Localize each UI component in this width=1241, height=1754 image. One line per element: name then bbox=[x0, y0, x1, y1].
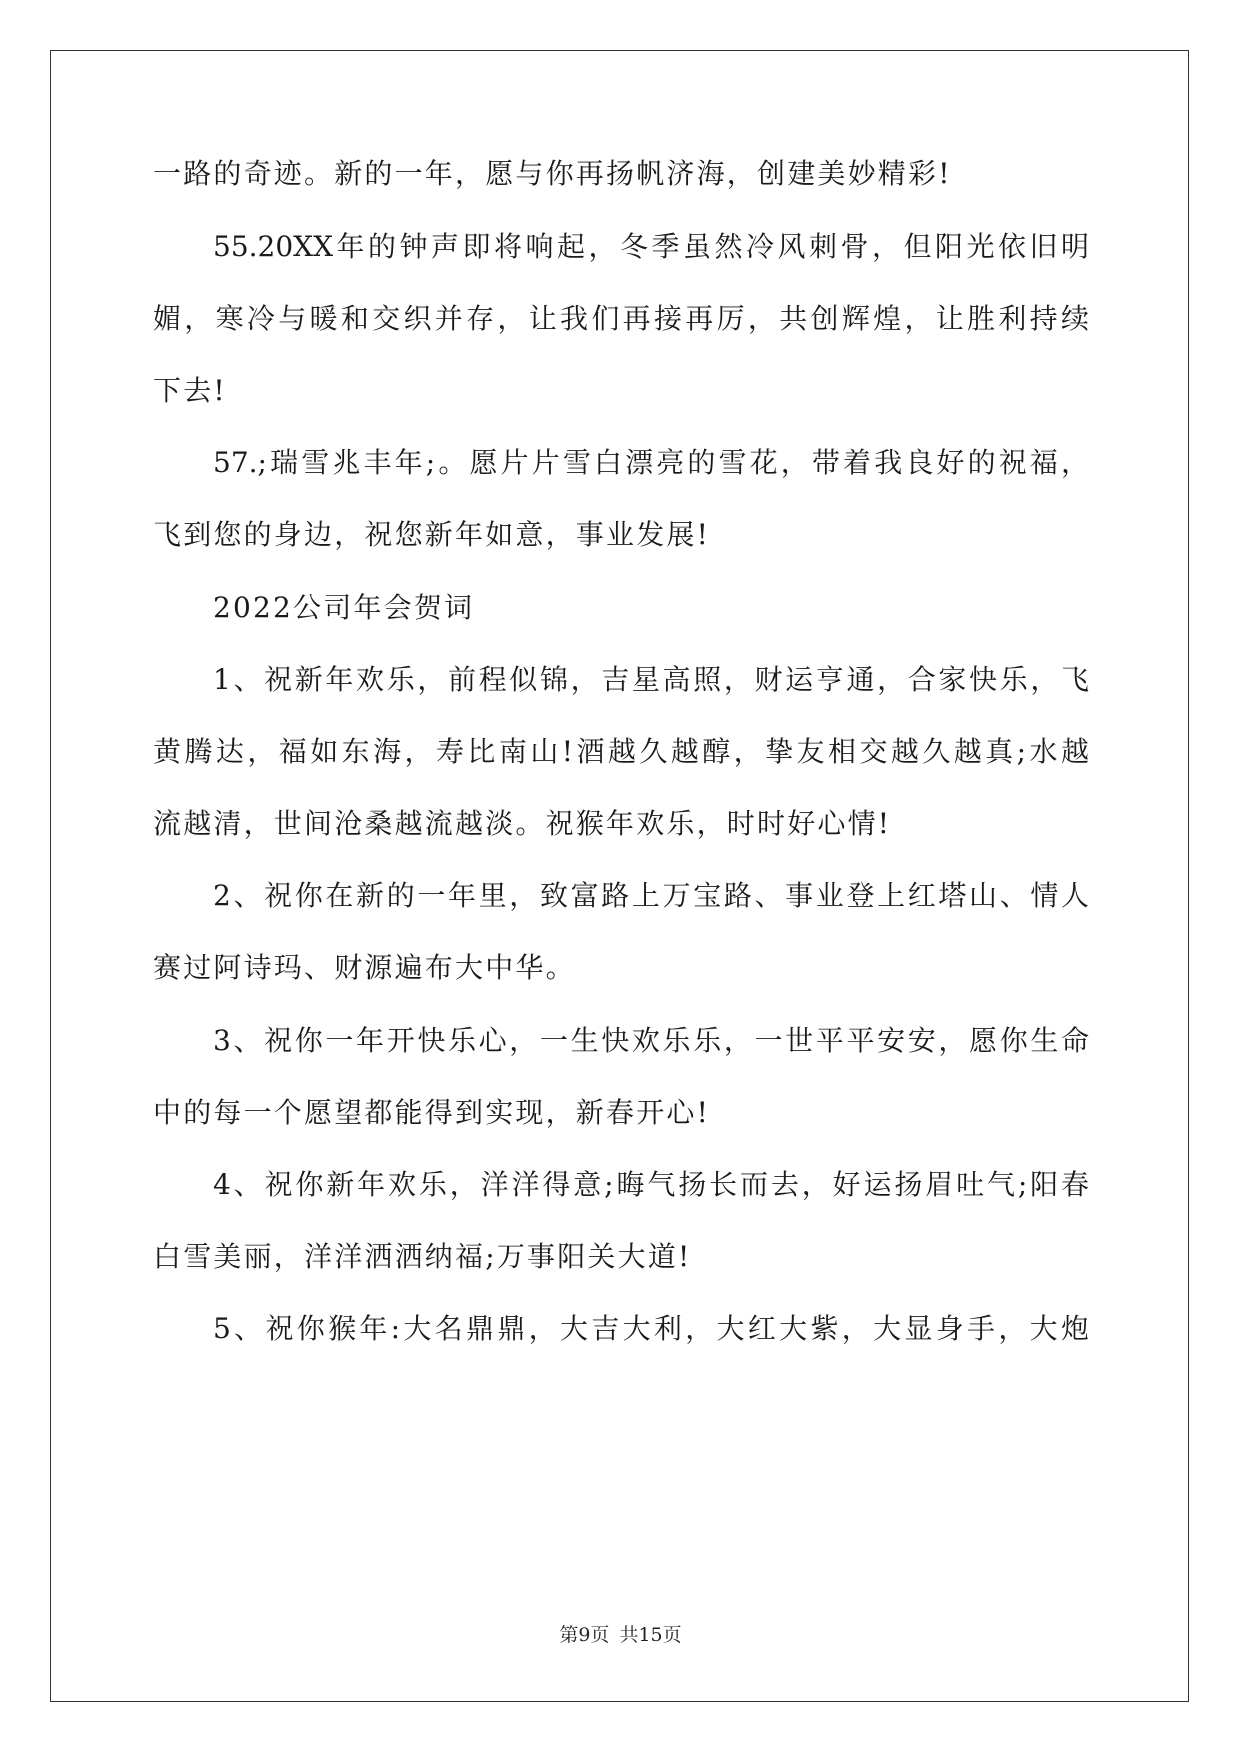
paragraph-57-line: 57.;瑞雪兆丰年;。愿片片雪白漂亮的雪花，带着我良好的祝福， bbox=[213, 446, 1089, 479]
text-line: 赛过阿诗玛、财源遍布大中华。 bbox=[153, 951, 576, 984]
list-item-2-line: 2、祝你在新的一年里，致富路上万宝路、事业登上红塔山、情人 bbox=[213, 879, 1089, 912]
list-item-3-line: 3、祝你一年开快乐心，一生快欢乐乐，一世平平安安，愿你生命 bbox=[213, 1024, 1089, 1057]
text-line: 黄腾达，福如东海，寿比南山!酒越久越醇，挚友相交越久越真;水越 bbox=[153, 735, 1089, 768]
text-line: 下去! bbox=[153, 374, 227, 407]
page-number: 第9页 bbox=[559, 1624, 610, 1646]
text-line: 一路的奇迹。新的一年，愿与你再扬帆济海，创建美妙精彩! bbox=[153, 157, 952, 190]
text-line: 飞到您的身边，祝您新年如意，事业发展! bbox=[153, 518, 711, 551]
section-heading: 2022公司年会贺词 bbox=[213, 591, 475, 624]
text-line: 流越清，世间沧桑越流越淡。祝猴年欢乐，时时好心情! bbox=[153, 807, 892, 840]
text-line: 中的每一个愿望都能得到实现，新春开心! bbox=[153, 1096, 711, 1129]
page-total: 共15页 bbox=[619, 1624, 682, 1646]
paragraph-55-line: 55.20XX年的钟声即将响起，冬季虽然冷风刺骨，但阳光依旧明 bbox=[213, 230, 1089, 263]
page-footer bbox=[0, 1623, 1241, 1647]
list-item-4-line: 4、祝你新年欢乐，洋洋得意;晦气扬长而去，好运扬眉吐气;阳春 bbox=[213, 1168, 1089, 1201]
list-item-1-line: 1、祝新年欢乐，前程似锦，吉星高照，财运亨通，合家快乐，飞 bbox=[213, 663, 1089, 696]
text-line: 媚，寒冷与暖和交织并存，让我们再接再厉，共创辉煌，让胜利持续 bbox=[153, 302, 1089, 335]
text-line: 白雪美丽，洋洋洒洒纳福;万事阳关大道! bbox=[153, 1240, 692, 1273]
list-item-5-line: 5、祝你猴年:大名鼎鼎，大吉大利，大红大紫，大显身手，大炮 bbox=[213, 1312, 1089, 1345]
